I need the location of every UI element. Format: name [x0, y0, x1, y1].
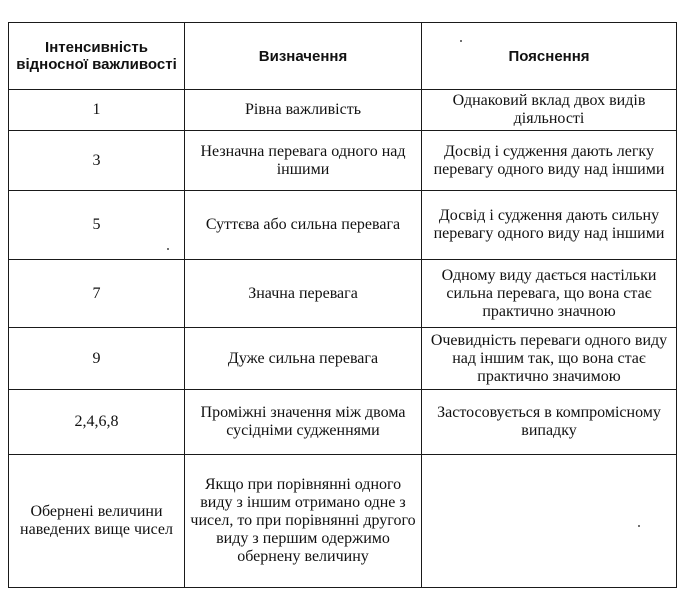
table-row [9, 90, 677, 131]
header-definition: Визначення [185, 23, 422, 90]
explanation-cell: Однаковий вклад двох видів діяльності [422, 90, 677, 131]
explanation-cell: Досвід і судження дають сильну перевагу одного виду над іншими [422, 191, 677, 260]
explanation-cell: Досвід і судження дають легку перевагу одного виду над іншими [422, 131, 677, 191]
header-explanation: Пояснення [422, 23, 677, 90]
table-row [9, 191, 677, 260]
intensity-cell: 5 [9, 191, 185, 260]
definition-cell: Незначна перевага одного над іншими [185, 131, 422, 191]
header-intensity: Інтенсивність відносної важливості [9, 23, 185, 90]
explanation-cell: Застосовується в компромісному випадку [422, 390, 677, 455]
scan-speck [638, 525, 640, 527]
definition-cell: Суттєва або сильна перевага [185, 191, 422, 260]
definition-cell: Дуже сильна перевага [185, 328, 422, 390]
definition-cell: Проміжні значення між двома сусідніми судженнями [185, 390, 422, 455]
definition-cell: Значна перевага [185, 260, 422, 328]
explanation-cell: Очевидність переваги одного виду над іншим так, що вона стає практично значимою [422, 328, 677, 390]
table-row [9, 390, 677, 455]
table-row [9, 131, 677, 191]
table-header-row [9, 23, 677, 90]
intensity-cell: Обернені величини наведених вище чисел [9, 455, 185, 588]
intensity-cell: 7 [9, 260, 185, 328]
importance-scale-table [8, 22, 677, 588]
explanation-cell [422, 455, 677, 588]
table-row [9, 260, 677, 328]
intensity-cell: 9 [9, 328, 185, 390]
table-row [9, 328, 677, 390]
definition-cell: Якщо при порівнянні одного виду з іншим отримано одне з чисел, то при порівнянні другого виду з першим одержимо обернену величину [185, 455, 422, 588]
scan-speck [167, 248, 169, 250]
definition-cell: Рівна важливість [185, 90, 422, 131]
intensity-cell: 2,4,6,8 [9, 390, 185, 455]
table-row [9, 455, 677, 588]
intensity-cell: 1 [9, 90, 185, 131]
scan-speck [460, 40, 462, 42]
intensity-cell: 3 [9, 131, 185, 191]
explanation-cell: Одному виду дається настільки сильна перевага, що вона стає практично значною [422, 260, 677, 328]
